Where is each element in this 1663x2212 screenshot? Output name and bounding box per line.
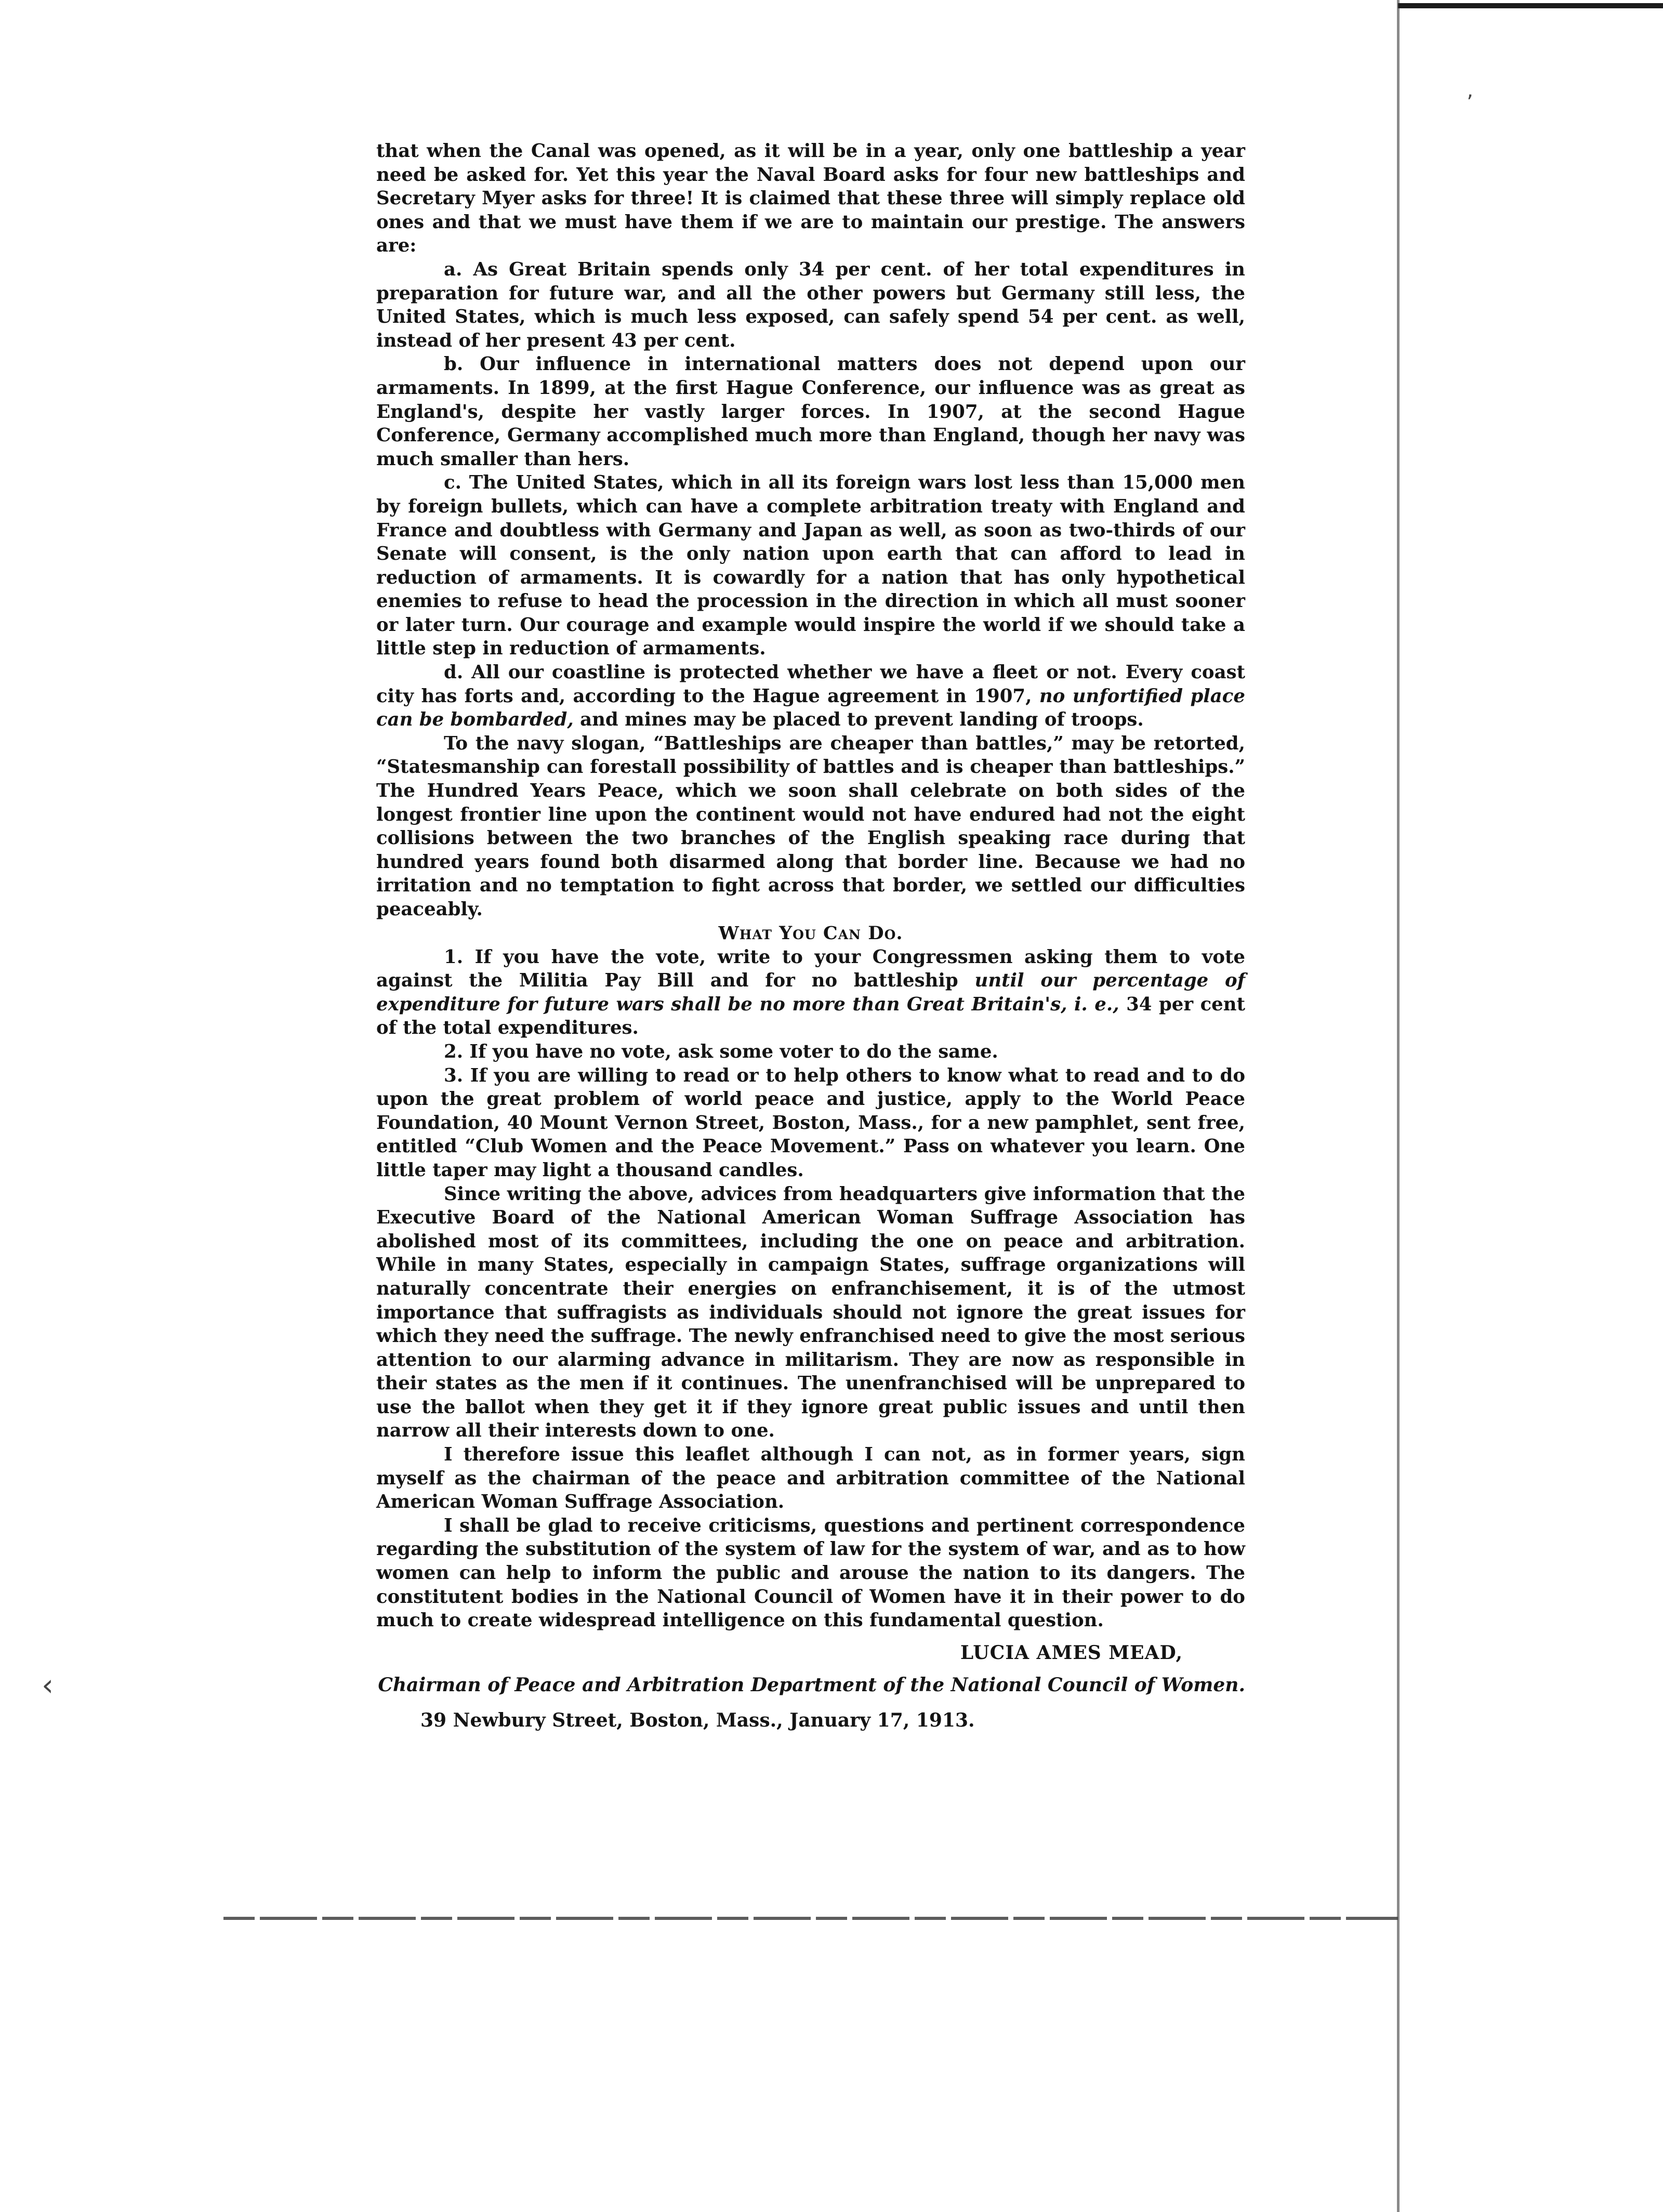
navy-slogan-paragraph: To the navy slogan, “Battleships are cheaper than battles,” may be retorted, “Statesmanship can forestall possibility of battles and is cheaper than battleships.” The Hundred Years Peace, which we soon shall celebrate on both sides of the longest frontier line upon the continent would not have endured had not the eight collisions between the two branches of the English speaking race during that hundred years found both disarmed along that border line. Because we had no irritation and no temptation to fight across that border, we settled our difficulties peaceably. [376, 732, 1245, 920]
answer-b-paragraph: b. Our influence in international matters does not depend upon our armaments. In 1899, at the first Hague Conference, our influence was as great as England's, despite her vastly larger forces. In 1907, at the second Hague Conference, Germany accomplished much more than England, though her navy was much smaller than hers. [376, 353, 1245, 470]
answer-d-italic-text: no unfortified place can be bombarded, [376, 685, 1245, 731]
section-heading: What You Can Do. [718, 922, 903, 944]
intro-paragraph: that when the Canal was opened, as it will be in a year, only one battleship a year need be asked for. Yet this year the Naval Board asks for four new battleships and Secretary Myer asks for three! It is claimed that these three will simply replace old ones and that we must have them if we are to maintain our prestige. The answers are: [376, 140, 1245, 257]
scan-edge-rule [1397, 0, 1400, 2212]
answer-c-paragraph: c. The United States, which in all its foreign wars lost less than 15,000 men by foreign bullets, which can have a complete arbitration treaty with England and France and doubtless with Germany and Japan as well, as soon as two-thirds of our Senate will consent, is the only nation upon earth that can afford to lead in reduction of armaments. It is cowardly for a nation that has only hypothetical enemies to refuse to head the procession in the direction in which all must sooner or later turn. Our courage and example would inspire the world if we should take a little step in reduction of armaments. [376, 472, 1245, 660]
signature-name: LUCIA AMES MEAD, [960, 1641, 1183, 1664]
leaflet-body [376, 139, 1245, 1733]
margin-mark: ‹ [42, 1667, 54, 1703]
answer-d-paragraph [376, 661, 1245, 732]
answer-d-text-start: d. All our coastline is protected whether we have a fleet or not. Every coast city has forts and, according to the Hague agreement in 1907, [376, 662, 1245, 707]
action-item-3: 3. If you are willing to read or to help others to know what to read and to do upon the great problem of world peace and justice, apply to the World Peace Foundation, 40 Mount Vernon Street, Boston, Mass., for a new pamphlet, sent free, entitled “Club Women and the Peace Movement.” Pass on whatever you learn. One little taper may light a thousand candles. [376, 1064, 1245, 1181]
scan-edge-top-mark [1398, 3, 1663, 8]
bottom-divider [223, 1917, 1398, 1920]
action-item-1 [376, 945, 1245, 1040]
action-item-1-end: 34 per cent of the total expenditures. [376, 993, 1245, 1039]
address-date-line: 39 Newbury Street, Boston, Mass., January 17, 1913. [420, 1709, 975, 1731]
action-item-1-start: 1. If you have the vote, write to your Congressmen asking them to vote against the Militia Pay Bill and for no battleship [376, 946, 1245, 992]
action-item-2: 2. If you have no vote, ask some voter to do the same. [444, 1041, 998, 1062]
answer-d-text-end: and mines may be placed to prevent landing of troops. [573, 709, 1144, 731]
answer-a-paragraph: a. As Great Britain spends only 34 per cent. of her total expenditures in preparation for future war, and all the other powers but Germany still less, the United States, which is much less exposed, can safely spend 54 per cent. as well, instead of her present 43 per cent. [376, 258, 1245, 351]
action-item-1-italic: until our percentage of expenditure for future wars shall be no more than Great Britain's, i. e., [376, 970, 1245, 1015]
scan-speck-mark: ’ [1467, 91, 1473, 115]
signature-title: Chairman of Peace and Arbitration Department of the National Council of Women. [378, 1674, 1245, 1696]
leaflet-issue-paragraph: I therefore issue this leaflet although I can not, as in former years, sign myself as the chairman of the peace and arbitration committee of the National American Woman Suffrage Association. [376, 1444, 1245, 1513]
correspondence-paragraph: I shall be glad to receive criticisms, questions and pertinent correspondence regarding the substitution of the system of law for the system of war, and as to how women can help to inform the public and arouse the nation to its dangers. The constitutent bodies in the National Council of Women have it in their power to do much to create widespread intelligence on this fundamental question. [376, 1515, 1245, 1631]
headquarters-update-paragraph: Since writing the above, advices from headquarters give information that the Executive Board of the National American Woman Suffrage Association has abolished most of its committees, including the one on peace and arbitration. While in many States, especially in campaign States, suffrage organizations will naturally concentrate their energies on enfranchisement, it is of the utmost importance that suffragists as individuals should not ignore the great issues for which they need the suffrage. The newly enfranchised need to give the most serious attention to our alarming advance in militarism. They are now as responsible in their states as the men if it continues. The unenfranchised will be unprepared to use the ballot when they get it if they ignore great public issues and until then narrow all their interests down to one. [376, 1183, 1245, 1442]
